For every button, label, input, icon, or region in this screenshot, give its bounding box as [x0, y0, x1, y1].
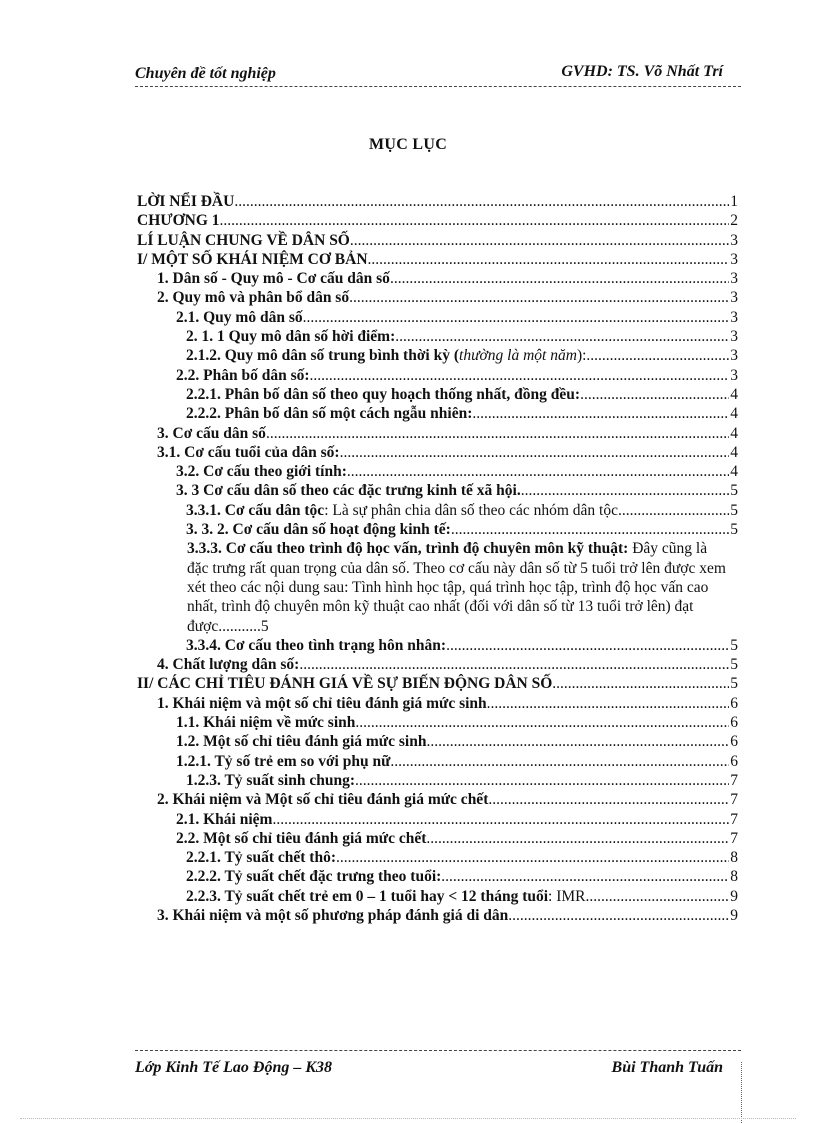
toc-entry-label: 3.3.4. Cơ cấu theo tình trạng hôn nhân: — [186, 636, 447, 654]
toc-leader-dots — [390, 269, 729, 288]
toc-leader-dots — [234, 192, 729, 211]
toc-entry[interactable] — [137, 385, 738, 404]
toc-leader-dots — [508, 906, 729, 925]
toc-entry-label: I/ MỘT SỐ KHÁI NIỆM CƠ BẢN — [137, 250, 368, 268]
toc-entry[interactable] — [137, 713, 738, 732]
toc-leader-dots — [390, 752, 729, 771]
toc-entry-page: 6 — [730, 714, 738, 732]
toc-entry-label: 2. Khái niệm và Một số chỉ tiêu đánh giá mức chết — [157, 791, 489, 809]
toc-entry-label: 2.2. Phân bố dân số: — [176, 366, 310, 384]
toc-entry[interactable] — [137, 694, 738, 713]
toc-entry[interactable] — [137, 211, 738, 230]
toc-entry-page: 5 — [730, 482, 738, 500]
toc-entry-label: 2.1.2. Quy mô dân số trung bình thời kỳ (thường là một năm): — [186, 347, 587, 365]
toc-paragraph-entry — [137, 539, 738, 635]
toc-entry-label: 3. Cơ cấu dân số — [157, 424, 266, 442]
toc-entry-page: 9 — [730, 906, 738, 924]
page-bottom-edge — [20, 1118, 796, 1119]
toc-entry-label: 1.2.3. Tỷ suất sinh chung: — [186, 771, 355, 789]
toc-entry-label: LÍ LUẬN CHUNG VỀ DÂN SỐ — [137, 231, 350, 249]
toc-entry[interactable] — [137, 752, 738, 771]
toc-entry[interactable] — [137, 269, 738, 288]
toc-entry-page: 7 — [730, 829, 738, 847]
toc-entry-page: 8 — [730, 868, 738, 886]
toc-entry-page: 3 — [730, 308, 738, 326]
toc-entry-page: 7 — [730, 791, 738, 809]
toc-entry-page: 3 — [730, 289, 738, 307]
toc-entry-page: 4 — [730, 463, 738, 481]
toc-leader-dots — [441, 867, 729, 886]
toc-leader-dots — [426, 829, 729, 848]
toc-entry-label: 1. Dân số - Quy mô - Cơ cấu dân số — [157, 270, 390, 288]
toc-entry-page: 8 — [730, 849, 738, 867]
toc-entry-label: 2.2.3. Tỷ suất chết trẻ em 0 – 1 tuổi hay < 12 tháng tuổi: IMR — [186, 887, 586, 905]
toc-entry-page: 9 — [730, 887, 738, 905]
toc-entry[interactable] — [137, 443, 738, 462]
toc-entry-page: 3 — [730, 328, 738, 346]
toc-entry-label: 1.2. Một số chỉ tiêu đánh giá mức sinh — [176, 733, 427, 751]
toc-leader-dots — [580, 385, 729, 404]
toc-entry-page: 6 — [730, 752, 738, 770]
toc-leader-dots — [368, 250, 730, 269]
toc-entry-page: 5 — [730, 501, 738, 519]
toc-leader-dots — [272, 810, 729, 829]
toc-leader-dots — [395, 327, 729, 346]
toc-leader-dots — [347, 462, 729, 481]
toc-section-2 — [137, 636, 738, 925]
toc-paragraph-heading: 3.3.3. Cơ cấu theo trình độ học vấn, trình độ chuyên môn kỹ thuật: — [187, 540, 629, 558]
header-supervisor: GVHD: TS. Võ Nhất Trí — [561, 63, 723, 80]
toc-entry-label: 1.2.1. Tỷ số trẻ em so với phụ nữ — [176, 752, 391, 770]
page-footer — [135, 1050, 741, 1079]
toc-leader-dots — [299, 655, 729, 674]
toc-section-1 — [137, 192, 738, 539]
toc-leader-dots — [355, 771, 729, 790]
toc-entry-label: 3.3.1. Cơ cấu dân tộc: Là sự phân chia dân số theo các nhóm dân tộc. — [186, 501, 622, 519]
toc-leader-dots — [488, 790, 729, 809]
toc-entry-label: II/ CÁC CHỈ TIÊU ĐÁNH GIÁ VỀ SỰ BIẾN ĐỘNG DÂN SỐ — [137, 675, 553, 693]
toc-entry-page: 2 — [730, 212, 738, 230]
toc-leader-dots — [336, 848, 729, 867]
toc-entry-label: 2. 1. 1 Quy mô dân số hời điểm: — [186, 328, 396, 346]
toc-entry-label: 3.2. Cơ cấu theo giới tính: — [176, 463, 347, 481]
toc-entry[interactable] — [137, 906, 738, 925]
toc-entry[interactable] — [137, 887, 738, 906]
toc-entry-page: 5 — [730, 675, 738, 693]
toc-entry[interactable] — [137, 790, 738, 809]
toc-leader-dots — [521, 481, 730, 500]
toc-entry-label: LỜI NỂI ĐẦU — [137, 193, 235, 210]
toc-leader-dots — [426, 732, 729, 751]
toc-entry-page: 6 — [730, 733, 738, 751]
toc-entry-label: 2.2.1. Phân bố dân số theo quy hoạch thống nhất, đồng đều: — [186, 385, 581, 403]
toc-entry[interactable] — [137, 346, 738, 365]
toc-entry-label: 2.1. Khái niệm — [176, 810, 273, 828]
toc-entry[interactable] — [137, 192, 738, 211]
toc-entry-label: 2.2.2. Tỷ suất chết đặc trưng theo tuổi: — [186, 868, 442, 886]
header-subject: Chuyên đề tốt nghiệp — [135, 65, 276, 82]
toc-entry[interactable] — [137, 810, 738, 829]
toc-leader-dots — [446, 636, 729, 655]
table-of-contents — [137, 192, 738, 925]
toc-entry-label: 4. Chất lượng dân số: — [157, 656, 300, 674]
toc-entry-page: 7 — [730, 771, 738, 789]
toc-leader-dots — [340, 443, 730, 462]
toc-entry[interactable] — [137, 655, 738, 674]
toc-entry-page: 3 — [730, 270, 738, 288]
toc-entry-label: 3.1. Cơ cấu tuổi của dân số: — [157, 443, 340, 461]
toc-leader-dots — [487, 694, 730, 713]
toc-leader-dots — [310, 366, 730, 385]
toc-entry[interactable] — [137, 674, 738, 693]
toc-entry[interactable] — [137, 404, 738, 423]
toc-entry-label: 3. 3 Cơ cấu dân số theo các đặc trưng kinh tế xã hội. — [176, 482, 521, 500]
toc-entry-page: 3 — [730, 231, 738, 249]
toc-entry-label: 2.1. Quy mô dân số — [176, 308, 303, 326]
toc-leader-dots — [220, 211, 730, 230]
toc-entry-label: 3. Khái niệm và một số phương pháp đánh giá di dân — [157, 906, 509, 924]
toc-entry[interactable] — [137, 308, 738, 327]
toc-entry-page: 4 — [730, 385, 738, 403]
footer-author: Bùi Thanh Tuấn — [611, 1059, 723, 1076]
toc-entry-page: 3 — [730, 250, 738, 268]
toc-entry-page: 4 — [730, 405, 738, 423]
page-header — [135, 60, 741, 87]
toc-paragraph-text: Đây cũng là đặc trưng rất quan trọng của dân số. Theo cơ cấu này dân số từ 5 tuổi trở lên được xem xét theo các nội dung sau: Tình hình học tập, quá trình học tập, trình độ học vấn cao nhất, trình độ chuyên môn kỹ thuật cao nhất (đối với dân số từ 13 tuổi trở lên) đạt được. — [187, 540, 726, 635]
toc-entry-page: 6 — [730, 694, 738, 712]
toc-entry-page: 4 — [730, 424, 738, 442]
toc-entry-page: 3 — [730, 366, 738, 384]
toc-entry-label: CHƯƠNG 1 — [137, 212, 220, 230]
toc-entry-page: 1 — [730, 193, 738, 210]
toc-entry[interactable] — [137, 288, 738, 307]
toc-leader-dots — [350, 231, 729, 250]
toc-entry[interactable] — [137, 829, 738, 848]
toc-entry-page: 5 — [730, 521, 738, 539]
toc-entry[interactable] — [137, 636, 738, 655]
toc-leader-dots — [266, 424, 729, 443]
toc-leader-dots — [349, 288, 729, 307]
footer-corner-line — [741, 1062, 742, 1123]
toc-entry[interactable] — [137, 771, 738, 790]
toc-leader-dots — [303, 308, 730, 327]
toc-leader-dots — [472, 404, 729, 423]
toc-entry-page: 7 — [730, 810, 738, 828]
toc-leader-dots — [586, 346, 729, 365]
toc-entry-label: 1.1. Khái niệm về mức sinh — [176, 714, 356, 732]
toc-entry-page: 3 — [730, 347, 738, 365]
toc-entry-page: 5 — [730, 656, 738, 674]
toc-entry-page: 5 — [730, 636, 738, 654]
toc-entry-label: 3. 3. 2. Cơ cấu dân số hoạt động kinh tế: — [186, 521, 451, 539]
toc-paragraph-page: 5 — [260, 617, 269, 635]
toc-entry[interactable] — [137, 732, 738, 751]
toc-entry[interactable] — [137, 424, 738, 443]
toc-entry[interactable] — [137, 501, 738, 520]
toc-entry[interactable] — [137, 520, 738, 539]
toc-entry-label: 2.2.1. Tỷ suất chết thô: — [186, 849, 336, 867]
toc-leader-dots — [586, 887, 730, 906]
toc-entry-label: 2.2. Một số chỉ tiêu đánh giá mức chết — [176, 829, 427, 847]
toc-leader-dots — [451, 520, 729, 539]
toc-leader-dots — [355, 713, 729, 732]
toc-entry[interactable] — [137, 366, 738, 385]
toc-entry-label: 2.2.2. Phân bố dân số một cách ngẫu nhiên: — [186, 405, 473, 423]
footer-class: Lớp Kinh Tế Lao Động – K38 — [135, 1059, 333, 1076]
toc-entry-label: 2. Quy mô và phân bổ dân số — [157, 289, 350, 307]
toc-entry[interactable] — [137, 481, 738, 500]
toc-leader-dots — [552, 674, 729, 693]
toc-entry[interactable] — [137, 250, 738, 269]
toc-paragraph-dots: .......... — [222, 617, 261, 635]
toc-entry[interactable] — [137, 327, 738, 346]
toc-entry[interactable] — [137, 231, 738, 250]
toc-entry[interactable] — [137, 867, 738, 886]
toc-leader-dots — [622, 501, 729, 520]
toc-entry[interactable] — [137, 848, 738, 867]
toc-entry-label: 1. Khái niệm và một số chỉ tiêu đánh giá mức sinh — [157, 694, 487, 712]
page-title: MỤC LỤC — [368, 136, 448, 153]
toc-entry[interactable] — [137, 462, 738, 481]
toc-entry-page: 4 — [730, 443, 738, 461]
